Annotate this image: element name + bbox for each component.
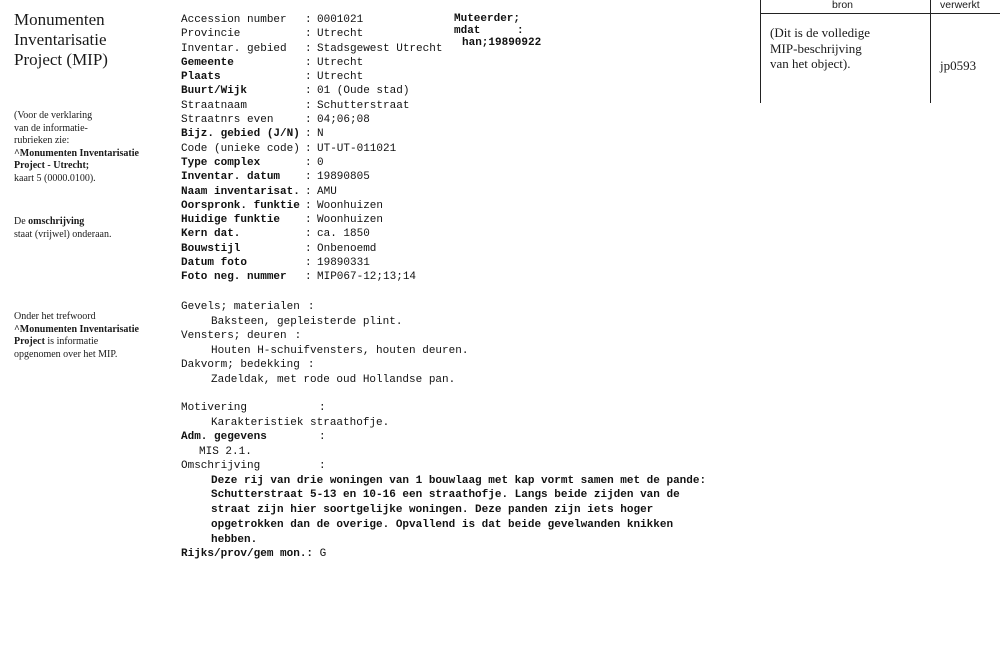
field-separator: : [305, 242, 312, 255]
field-separator: : [305, 156, 312, 169]
description-line: straat zijn hier soortgelijke woningen. Deze panden zijn iets hoger [211, 504, 654, 517]
record-row [181, 185, 442, 199]
table-divider [760, 0, 761, 103]
field-separator: : [305, 99, 312, 112]
muteerder-label: Muteerder; mdat [454, 13, 521, 37]
section-label: Vensters; deuren [181, 330, 287, 342]
field-label: Datum foto [181, 257, 248, 270]
record-sections [181, 300, 706, 562]
bron-header: bron [832, 0, 854, 11]
field-value: Stadsgewest Utrecht [317, 42, 443, 55]
section-body: MIS 2.1. [199, 445, 252, 458]
section-label: Rijks/prov/gem mon.: [181, 548, 314, 561]
field-value: N [317, 128, 324, 141]
muteerder-sep: : [517, 25, 524, 37]
field-label: Bouwstijl [181, 242, 241, 255]
field-label: Gemeente [181, 56, 234, 69]
field-label: Straatnrs even [181, 114, 274, 127]
field-separator: : [305, 142, 312, 155]
field-separator: : [305, 42, 312, 55]
field-value: 01 (Oude stad) [317, 85, 410, 98]
note-line: staat (vrijwel) onderaan. [14, 228, 112, 240]
field-label: Plaats [181, 71, 221, 84]
section-header: Adm. gegevens : [181, 431, 326, 443]
table-divider [930, 0, 931, 103]
record-row [181, 42, 442, 56]
section-label: Gevels; materialen [181, 301, 300, 313]
field-label: Type complex [181, 156, 261, 169]
muteerder-value: han;19890922 [462, 37, 542, 49]
record-row [181, 113, 442, 127]
section-value: G [319, 548, 327, 561]
section-label: Dakvorm; bedekking [181, 359, 300, 371]
section-header: Motivering : [181, 402, 326, 414]
field-label: Oorspronk. funktie [181, 199, 300, 212]
record-row [181, 270, 442, 284]
field-value: MIP067-12;13;14 [317, 271, 417, 284]
description-line: hebben. [211, 533, 258, 546]
field-label: Huidige funktie [181, 214, 281, 227]
record-row [181, 199, 442, 213]
note-line: kaart 5 (0000.0100). [14, 172, 96, 184]
description-text [181, 474, 706, 548]
field-value: Utrecht [317, 71, 364, 84]
record-row [181, 99, 442, 113]
section-header: Dakvorm; bedekking : [181, 359, 315, 371]
note-reference[interactable]: ^Monumenten Inventarisatie [14, 323, 139, 335]
field-value: Onbenoemd [317, 242, 377, 255]
note-line: Onder het trefwoord [14, 311, 96, 322]
field-separator: : [305, 185, 312, 198]
field-separator: : [305, 14, 312, 26]
section-body: Houten H-schuifvensters, houten deuren. [211, 344, 469, 357]
record-row [181, 156, 442, 170]
field-label: Accession number [181, 14, 287, 26]
keyword-note [14, 311, 164, 361]
record-row [181, 84, 442, 98]
field-value: 0001021 [317, 14, 364, 26]
record-row [181, 56, 442, 70]
field-label: Provincie [181, 28, 241, 41]
note-line: (Voor de verklaring [14, 110, 93, 121]
description-note [14, 216, 164, 241]
field-value: 19890331 [317, 257, 370, 270]
field-label: Straatnaam [181, 99, 248, 112]
muteerder-field [454, 13, 541, 49]
field-label: Naam inventarisat. [181, 185, 300, 198]
section-body: Zadeldak, met rode oud Hollandse pan. [211, 373, 456, 386]
field-separator: : [305, 114, 312, 127]
section-label: Adm. gegevens [181, 431, 267, 443]
note-line: rubrieken zie: [14, 135, 70, 146]
record-row [181, 242, 442, 256]
record-fields [181, 13, 542, 285]
field-separator: : [305, 56, 312, 69]
field-label: Code (unieke code) [181, 142, 300, 155]
note-line: Project is informatie [14, 336, 99, 347]
section-body: Karakteristiek straathofje. [211, 416, 390, 429]
source-table [760, 0, 1000, 103]
field-separator: : [305, 85, 312, 98]
section-header: Gevels; materialen : [181, 301, 315, 313]
bron-text: (Dit is de volledige MIP-beschrijving van het object). [770, 25, 871, 71]
note-reference[interactable]: ^Monumenten Inventarisatie [14, 147, 139, 159]
field-label: Buurt/Wijk [181, 85, 248, 98]
info-note [14, 110, 164, 185]
field-value: 04;06;08 [317, 114, 370, 127]
verwerkt-text: jp0593 [940, 58, 977, 73]
field-label: Inventar. datum [181, 171, 281, 184]
record-row [181, 227, 442, 241]
field-value: Utrecht [317, 28, 364, 41]
field-label: Foto neg. nummer [181, 271, 287, 284]
verwerkt-header: verwerkt [940, 0, 980, 11]
field-separator: : [305, 171, 312, 184]
note-line: van de informatie- [14, 122, 88, 134]
section-body: Baksteen, gepleisterde plint. [211, 315, 403, 328]
field-separator: : [305, 199, 312, 212]
note-line: opgenomen over het MIP. [14, 348, 118, 360]
field-separator: : [305, 71, 312, 84]
field-separator: : [305, 257, 312, 270]
description-line: Deze rij van drie woningen van 1 bouwlaag met kap vormt samen met de pande: [211, 474, 707, 487]
section-header: Vensters; deuren : [181, 330, 302, 342]
record-row [181, 70, 442, 84]
record-row [181, 13, 442, 27]
record-row [181, 213, 442, 227]
field-value: 0 [317, 156, 324, 169]
field-separator: : [305, 228, 312, 241]
field-separator: : [305, 214, 312, 227]
sidebar [14, 10, 164, 70]
field-label: Kern dat. [181, 228, 241, 241]
field-value: UT-UT-011021 [317, 142, 397, 155]
record-row [181, 170, 442, 184]
field-separator: : [305, 28, 312, 41]
project-title: Monumenten Inventarisatie Project (MIP) [14, 10, 108, 69]
record-row [181, 127, 442, 141]
field-separator: : [305, 128, 312, 141]
field-separator: : [305, 271, 312, 284]
field-value: ca. 1850 [317, 228, 370, 241]
record-row [181, 27, 442, 41]
field-value: Utrecht [317, 56, 364, 69]
record-row [181, 142, 442, 156]
field-label: Bijz. gebied (J/N) [181, 128, 300, 141]
note-reference: Project - Utrecht; [14, 160, 90, 171]
field-value: 19890805 [317, 171, 370, 184]
note-line: De omschrijving [14, 216, 85, 227]
section-label: Omschrijving [181, 460, 261, 472]
field-label: Inventar. gebied [181, 42, 287, 55]
description-line: Schutterstraat 5-13 en 10-16 een straathofje. Langs beide zijden van de [211, 489, 680, 502]
field-value: Woonhuizen [317, 199, 384, 212]
record-row [181, 256, 442, 270]
description-line: opgetrokken dan de overige. Opvallend is dat beide gevelwanden knikken [211, 518, 674, 531]
field-value: AMU [317, 185, 337, 198]
section-label: Motivering [181, 402, 248, 414]
section-header: Omschrijving : [181, 460, 326, 472]
field-value: Schutterstraat [317, 99, 410, 112]
field-value: Woonhuizen [317, 214, 384, 227]
section-header [181, 547, 706, 562]
